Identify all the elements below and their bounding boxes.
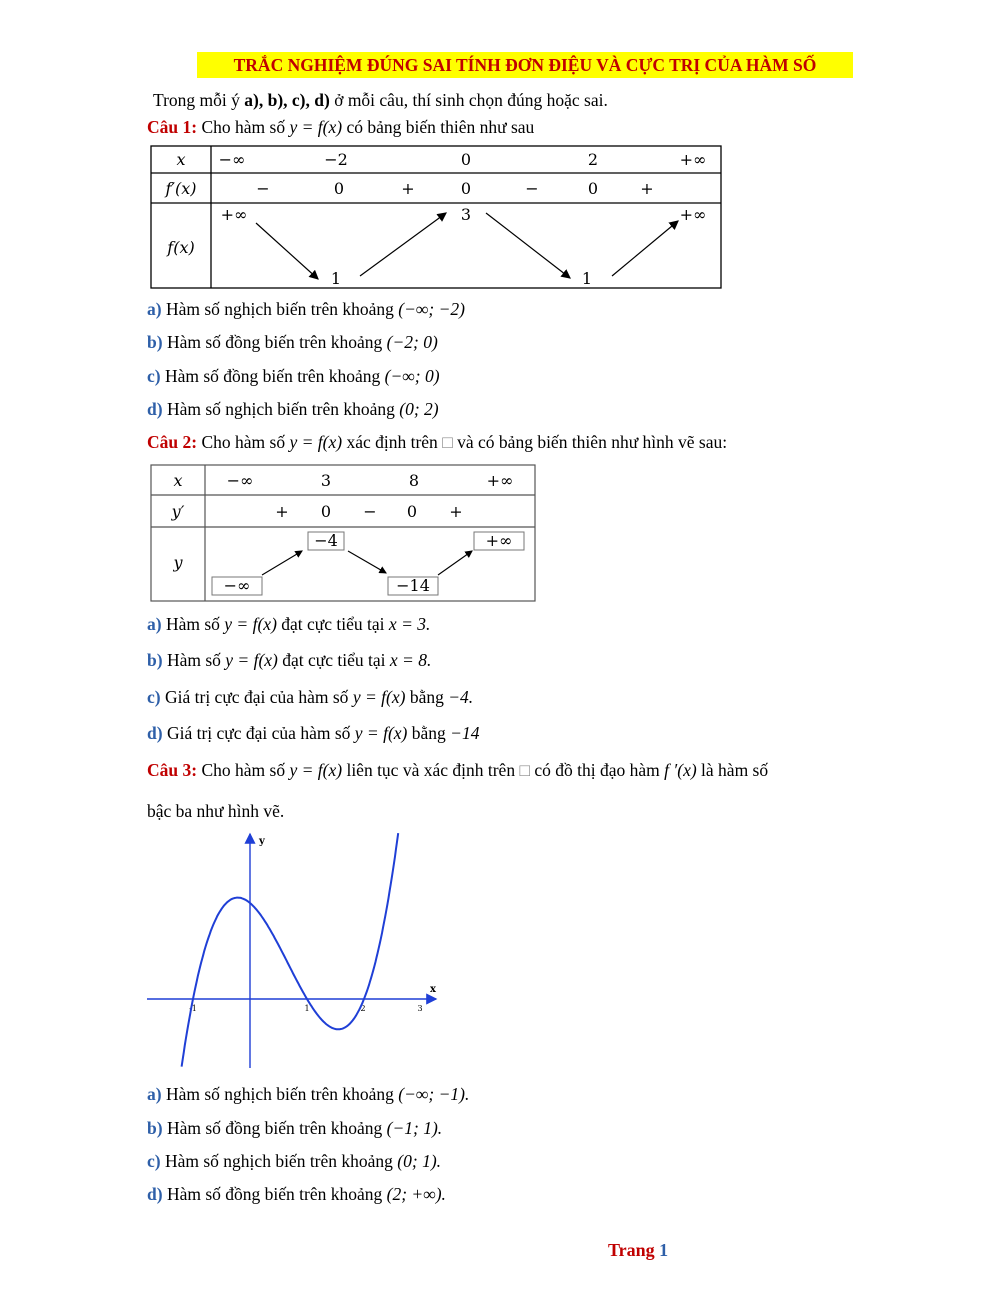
y-value: +∞ — [485, 531, 513, 550]
option-interval: (0; 1). — [397, 1151, 442, 1171]
row-label-x: x — [176, 150, 186, 169]
variation-table-1 — [150, 145, 724, 292]
sign-value: + — [275, 502, 289, 521]
option-formula: y = f(x) — [354, 723, 408, 743]
instructions — [153, 88, 608, 112]
option-formula: y = f(x) — [225, 650, 278, 670]
q2-option-c[interactable] — [147, 685, 473, 709]
page-title: TRẮC NGHIỆM ĐÚNG SAI TÍNH ĐƠN ĐIỆU VÀ CỰC TRỊ CỦA HÀM SỐ — [197, 52, 853, 78]
option-label: c) — [147, 1151, 161, 1171]
y-value: −14 — [396, 576, 430, 595]
arrow-up — [360, 213, 446, 276]
q1-text-end: có bảng biến thiên như sau — [342, 117, 535, 137]
x-value: −2 — [324, 150, 348, 169]
option-text: Giá trị cực đại của hàm số — [162, 723, 355, 743]
q3-formula: y = f(x) — [289, 760, 343, 780]
variation-table-2 — [150, 464, 538, 604]
x-value: +∞ — [486, 471, 514, 490]
question-1-stem — [147, 115, 534, 139]
option-text: Hàm số nghịch biến trên khoảng — [161, 299, 399, 319]
q3-text-end: là hàm số — [696, 760, 769, 780]
derivative-graph — [140, 828, 450, 1072]
option-label: c) — [147, 366, 161, 386]
sign-value: + — [449, 502, 463, 521]
q2-option-a[interactable] — [147, 612, 430, 636]
variation-arrows — [262, 551, 472, 575]
q2-option-d[interactable] — [147, 721, 479, 745]
q3-text-mid: liên tục và xác định trên — [342, 760, 520, 780]
sign-value: 0 — [320, 502, 332, 521]
option-interval: (−1; 1). — [386, 1118, 443, 1138]
option-text: Hàm số đồng biến trên khoảng — [162, 332, 387, 352]
option-label: c) — [147, 687, 161, 707]
q3-option-d[interactable] — [147, 1182, 446, 1206]
q2-formula: y = f(x) — [289, 432, 343, 452]
row-label-fprime: f′(x) — [165, 179, 197, 198]
q3-text-mid2: có đồ thị đạo hàm — [530, 760, 665, 780]
tick-label: -1 — [189, 1004, 197, 1013]
option-interval: (−∞; −2) — [398, 299, 465, 319]
option-value: x = 3. — [388, 614, 431, 634]
question-3-label: Câu 3: — [147, 760, 198, 780]
option-text: Hàm số nghịch biến trên khoảng — [162, 399, 400, 419]
option-formula: y = f(x) — [352, 687, 406, 707]
q3-text: Cho hàm số — [197, 760, 290, 780]
f-value: 3 — [460, 205, 472, 224]
option-formula: y = f(x) — [224, 614, 277, 634]
page-footer — [608, 1240, 668, 1261]
option-interval: (2; +∞). — [386, 1184, 446, 1204]
tick-label: 2 — [360, 1004, 366, 1013]
option-text: Giá trị cực đại của hàm số — [160, 687, 353, 707]
option-text: đạt cực tiểu tại — [276, 614, 389, 634]
option-text: Hàm số — [161, 614, 225, 634]
option-value: −4. — [448, 687, 474, 707]
option-label: a) — [147, 1084, 162, 1104]
missing-glyph-icon: □ — [442, 432, 453, 452]
y-axis-label: y — [259, 836, 265, 847]
q2-text-end: và có bảng biến thiên như hình vẽ sau: — [452, 432, 728, 452]
derivative-curve — [182, 833, 399, 1067]
q2-text-mid: xác định trên — [342, 432, 443, 452]
sign-value: − — [525, 179, 539, 198]
q3-option-b[interactable] — [147, 1116, 442, 1140]
option-label: a) — [147, 299, 162, 319]
question-3-stem — [147, 758, 768, 782]
arrow-down — [256, 223, 318, 279]
option-text: Hàm số nghịch biến trên khoảng — [161, 1084, 399, 1104]
option-text: bằng — [405, 687, 449, 707]
option-text: Hàm số đồng biến trên khoảng — [162, 1184, 387, 1204]
intro-text-end: ở mỗi câu, thí sinh chọn đúng hoặc sai. — [329, 90, 608, 110]
option-text: Hàm số đồng biến trên khoảng — [160, 366, 385, 386]
intro-text: Trong mỗi ý — [153, 90, 245, 110]
question-3-stem-line2: bậc ba như hình vẽ. — [147, 801, 285, 821]
option-value: x = 8. — [389, 650, 432, 670]
q1-text: Cho hàm số — [197, 117, 290, 137]
sign-value: − — [363, 502, 377, 521]
missing-glyph-icon: □ — [519, 760, 531, 780]
x-value: +∞ — [679, 150, 707, 169]
arrow-down — [486, 213, 570, 278]
f-value: +∞ — [220, 205, 248, 224]
tick-label: 1 — [304, 1004, 310, 1013]
option-interval: (−∞; 0) — [384, 366, 440, 386]
x-value: 3 — [320, 471, 332, 490]
x-value: 2 — [587, 150, 599, 169]
sign-value: + — [640, 179, 654, 198]
x-value: 0 — [460, 150, 472, 169]
sign-value: − — [256, 179, 270, 198]
x-value: 8 — [408, 471, 420, 490]
sign-value: 0 — [460, 179, 472, 198]
q1-formula: y = f(x) — [289, 117, 343, 137]
option-value: −14 — [450, 723, 480, 743]
y-value: −∞ — [223, 576, 251, 595]
question-2-stem — [147, 430, 727, 454]
question-1-label: Câu 1: — [147, 117, 198, 137]
f-value: +∞ — [679, 205, 707, 224]
q2-text: Cho hàm số — [197, 432, 290, 452]
sign-value: 0 — [587, 179, 599, 198]
page-number: 1 — [659, 1240, 669, 1260]
tick-label: 3 — [417, 1004, 423, 1013]
q1-option-a[interactable] — [147, 297, 465, 321]
sign-value: 0 — [333, 179, 345, 198]
option-interval: (−2; 0) — [386, 332, 438, 352]
q3-formula2: f ′(x) — [664, 760, 697, 780]
q3-option-c[interactable] — [147, 1149, 441, 1173]
arrow-up — [612, 221, 678, 276]
option-label: b) — [147, 332, 163, 352]
row-label-x: x — [173, 471, 183, 490]
option-label: d) — [147, 399, 163, 419]
sign-value: + — [401, 179, 415, 198]
q1-option-d[interactable] — [147, 397, 439, 421]
option-interval: (−∞; −1). — [398, 1084, 470, 1104]
x-value: −∞ — [226, 471, 254, 490]
footer-word: Trang — [608, 1240, 655, 1260]
q2-option-b[interactable] — [147, 648, 431, 672]
option-label: d) — [147, 1184, 163, 1204]
intro-bold: a), b), c), d) — [244, 90, 330, 110]
option-label: a) — [147, 614, 162, 634]
q3-option-a[interactable] — [147, 1082, 469, 1106]
option-text: Hàm số — [162, 650, 226, 670]
y-value: −4 — [314, 531, 338, 550]
sign-value: 0 — [406, 502, 418, 521]
x-axis-label: x — [430, 984, 436, 995]
option-interval: (0; 2) — [399, 399, 439, 419]
row-label-f: f(x) — [167, 238, 195, 257]
option-text: đạt cực tiểu tại — [277, 650, 390, 670]
x-value: −∞ — [218, 150, 246, 169]
option-text: Hàm số đồng biến trên khoảng — [162, 1118, 387, 1138]
question-2-label: Câu 2: — [147, 432, 198, 452]
f-value: 1 — [330, 269, 342, 288]
option-label: b) — [147, 650, 163, 670]
row-label-yprime: y′ — [171, 502, 185, 521]
q1-option-c[interactable] — [147, 364, 440, 388]
q1-option-b[interactable] — [147, 330, 438, 354]
arrow-up — [438, 551, 472, 575]
row-label-y: y — [173, 553, 183, 572]
option-label: d) — [147, 723, 163, 743]
f-value: 1 — [581, 269, 593, 288]
option-text: bằng — [407, 723, 451, 743]
option-text: Hàm số nghịch biến trên khoảng — [160, 1151, 398, 1171]
option-label: b) — [147, 1118, 163, 1138]
arrow-up — [262, 551, 302, 575]
arrow-down — [348, 551, 386, 573]
